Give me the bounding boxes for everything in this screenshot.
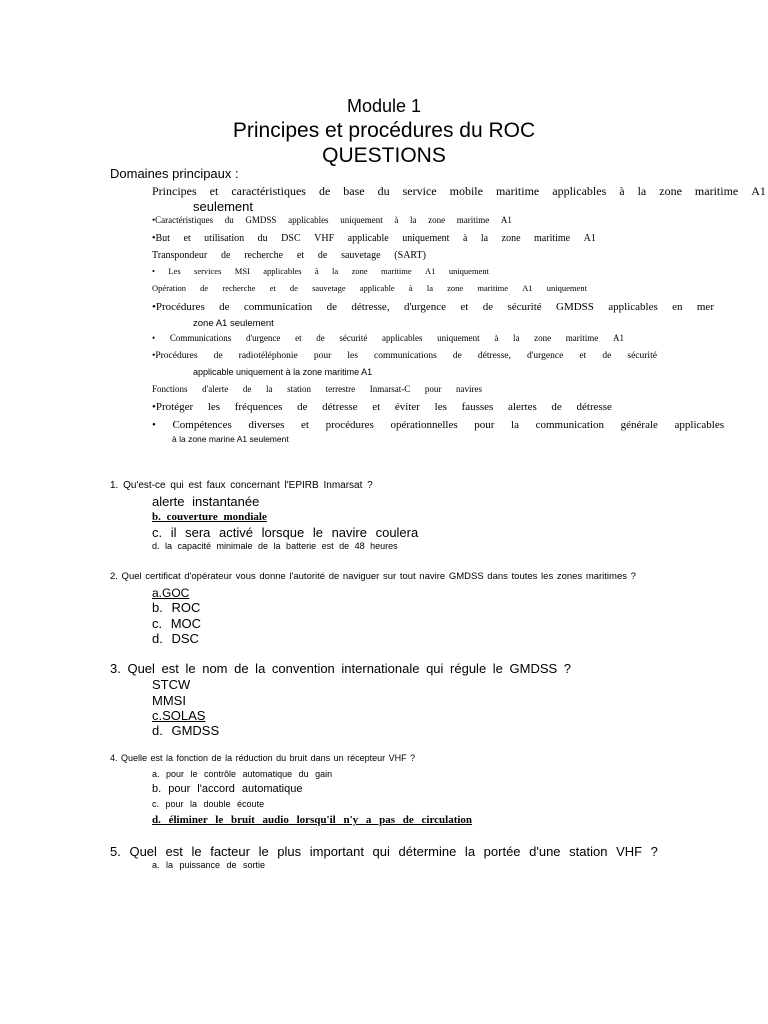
page-title: Principes et procédures du ROC xyxy=(232,119,536,142)
answer-option: c. MOC xyxy=(152,616,202,631)
domains-heading: Domaines principaux : xyxy=(110,166,239,181)
domain-item-continuation: seulement xyxy=(193,199,253,214)
domain-item: • Compétences diverses et procédures opérationnelles pour la communication générale applicables xyxy=(152,419,724,431)
domain-item: •Caractéristiques du GMDSS applicables uniquement à la zone maritime A1 xyxy=(152,215,512,225)
domain-item-continuation: à la zone marine A1 seulement xyxy=(172,434,289,444)
answer-option: d. DSC xyxy=(152,631,199,646)
page-subtitle: QUESTIONS xyxy=(322,144,446,167)
answer-option-correct: d. éliminer le bruit audio lorsqu'il n'y a pas de circulation xyxy=(152,814,473,826)
answer-option-correct: b. couverture mondiale xyxy=(152,511,267,523)
answer-option-correct: c.SOLAS xyxy=(152,708,206,723)
question-text: 2. Quel certificat d'opérateur vous donne l'autorité de naviguer sur tout navire GMDSS dans toutes les zones maritimes ? xyxy=(110,571,636,582)
domain-item: •Procédures de radiotéléphonie pour les communications de détresse, d'urgence et de sécurité xyxy=(152,351,657,361)
answer-option-correct: a.GOC xyxy=(152,586,190,600)
domain-item-continuation: applicable uniquement à la zone maritime A1 xyxy=(193,367,373,377)
domain-item-continuation: zone A1 seulement xyxy=(193,318,274,329)
domain-item: Opération de recherche et de sauvetage applicable à la zone maritime A1 uniquement xyxy=(152,283,587,293)
answer-option: a. la puissance de sortie xyxy=(152,860,266,870)
question-text: 5. Quel est le facteur le plus important qui détermine la portée d'une station VHF ? xyxy=(110,844,658,859)
domain-item: •But et utilisation du DSC VHF applicable uniquement à la zone maritime A1 xyxy=(152,233,596,244)
answer-option: b. pour l'accord automatique xyxy=(152,783,303,795)
module-label: Module 1 xyxy=(346,96,422,116)
domain-item: Transpondeur de recherche et de sauvetage (SART) xyxy=(152,250,426,261)
answer-option: d. GMDSS xyxy=(152,723,220,738)
question-text: 3. Quel est le nom de la convention internationale qui régule le GMDSS ? xyxy=(110,661,572,676)
answer-option: STCW xyxy=(152,677,191,692)
domain-item: Fonctions d'alerte de la station terrestre Inmarsat-C pour navires xyxy=(152,384,482,394)
answer-option: b. ROC xyxy=(152,600,201,615)
domain-item: Principes et caractéristiques de base du service mobile maritime applicables à la zone maritime A1 xyxy=(152,184,766,198)
answer-option: d. la capacité minimale de la batterie est de 48 heures xyxy=(152,541,398,551)
domain-item: •Protéger les fréquences de détresse et éviter les fausses alertes de détresse xyxy=(152,401,612,413)
answer-option: c. pour la double écoute xyxy=(152,799,265,809)
domain-item: • Communications d'urgence et de sécurité applicables uniquement à la zone maritime A1 xyxy=(152,333,624,343)
answer-option: a. pour le contrôle automatique du gain xyxy=(152,769,333,779)
domain-item: • Les services MSI applicables à la zone maritime A1 uniquement xyxy=(152,266,489,276)
question-text: 4. Quelle est la fonction de la réduction du bruit dans un récepteur VHF ? xyxy=(110,753,416,763)
answer-option: c. il sera activé lorsque le navire coulera xyxy=(152,525,419,540)
domain-item: •Procédures de communication de détresse, d'urgence et de sécurité GMDSS applicables en mer xyxy=(152,301,714,313)
answer-option: MMSI xyxy=(152,693,186,708)
question-text: 1. Qu'est-ce qui est faux concernant l'EPIRB Inmarsat ? xyxy=(110,480,373,491)
answer-option: alerte instantanée xyxy=(152,494,260,509)
